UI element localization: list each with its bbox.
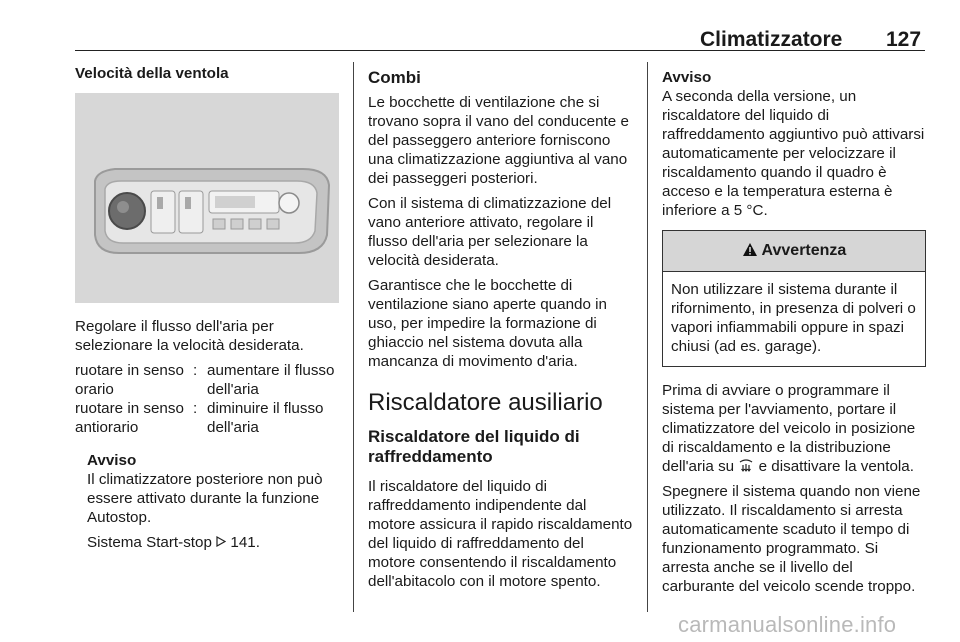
page-number: 127 [886,28,922,51]
aux-heater-heading: Riscaldatore ausiliario [368,389,603,416]
preheat-text: Prima di avviare o programmare il sistema per l'avviamento, portare il climatizzatore del veicolo in posizione di riscaldamento e la distribuzione dell'aria su [662,382,916,475]
warning-text: Non utilizzare il sistema durante il rifornimento, in presenza di polveri o vapori infiammabili oppure in spazi chiusi (ad es. garage). [671,281,916,355]
reference-text: Sistema Start-stop [87,534,212,551]
fan-control-photo [75,93,339,303]
warning-title: Avvertenza [761,242,847,259]
coolant-heater-paragraph: Il riscaldatore del liquido di raffreddamento indipendente dal motore assicura il rapido riscaldamento del liquido di raffreddamento del motore consentendo il riscaldamento dell'abitacolo con il motore spento. [368,478,633,590]
section-title: Velocità della ventola [75,65,229,82]
preheat-text-end: e disattivare la ventola. [758,458,914,475]
column-divider-left [353,62,354,612]
left-column [75,64,341,558]
table-colon: : [193,362,198,379]
windscreen-defrost-icon [738,458,758,475]
warning-box [662,230,926,367]
combi-paragraph-1: Le bocchette di ventilazione che si trovano sopra il vano del conducente e del passeggero anteriore forniscono una climatizzazione aggiuntiva al vano dei passeggeri posteriori. [368,94,629,187]
fan-control-table [75,361,341,437]
table-action: ruotare in senso orario [75,362,184,398]
middle-column [368,68,634,597]
warning-icon [742,242,762,259]
start-stop-reference[interactable] [87,533,341,552]
warning-header [663,231,925,272]
table-action: ruotare in senso antiorario [75,400,184,436]
note-text: Il climatizzatore posteriore non può essere attivato durante la funzione Autostop. [87,471,323,526]
page-reference-icon [216,533,226,552]
table-colon: : [193,400,198,417]
combi-paragraph-2: Con il sistema di climatizzazione del vano anteriore attivato, regolare il flusso dell'aria per selezionare la velocità desiderata. [368,195,612,269]
preheat-paragraph [662,381,926,476]
fan-intro-text: Regolare il flusso dell'aria per selezionare la velocità desiderata. [75,318,304,354]
climate-panel-illustration [75,93,339,303]
combi-paragraph-3: Garantisce che le bocchette di ventilazione siano aperte quando in uso, per impedire la formazione di ghiaccio nel sistema dovuta alla mancanza di movimento d'aria. [368,277,607,370]
coolant-heater-subheading: Riscaldatore del liquido di raffreddamento [368,427,580,466]
right-column [662,68,926,602]
watermark: carmanualsonline.info [678,612,897,637]
header-title: Climatizzatore [700,28,843,51]
column-divider-right [647,62,648,612]
reference-page: 141. [230,534,260,551]
header-rule [75,50,925,51]
note-title: Avviso [87,452,137,469]
table-result: aumentare il flusso dell'aria [207,362,335,398]
right-note-text: A seconda della versione, un riscaldatore del liquido di raffreddamento aggiuntivo può attivarsi automaticamente per velocizzare il riscaldamento quando il quadro è acceso e la temperatura esterna è inferiore a 5 °C. [662,88,925,219]
shutdown-paragraph: Spegnere il sistema quando non viene utilizzato. Il riscaldamento si arresta automaticamente scaduto il tempo di funzionamento programmato. Si arresta anche se il livello del carburante del veicolo scende troppo. [662,483,921,595]
right-note-title: Avviso [662,69,712,86]
table-result: diminuire il flusso dell'aria [207,400,324,436]
combi-title: Combi [368,68,421,87]
autostop-note [87,451,341,552]
